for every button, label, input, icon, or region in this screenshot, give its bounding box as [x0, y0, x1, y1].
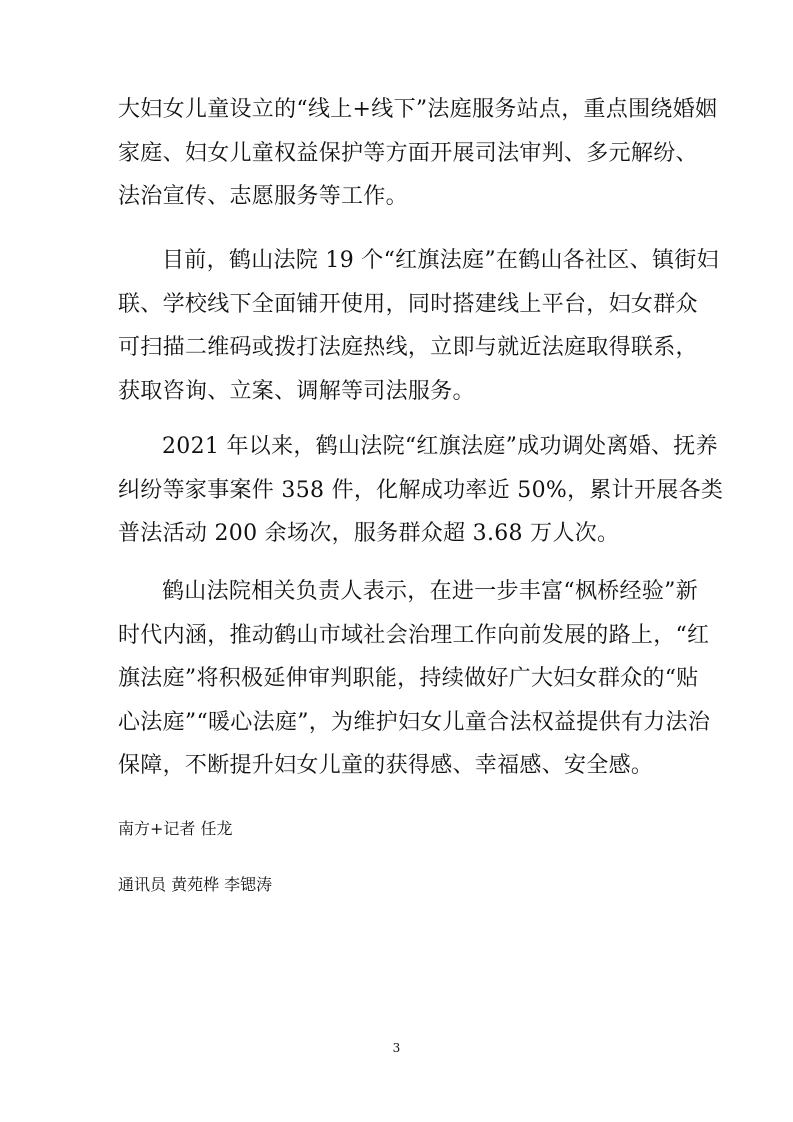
paragraph-1: [118, 88, 718, 219]
paragraph-3: [118, 425, 724, 556]
paragraph-line: 联、学校线下全面铺开使用，同时搭建线上平台，妇女群众: [118, 291, 698, 317]
paragraph-line: 普法活动 200 余场次，服务群众超 3.68 万人次。: [118, 521, 620, 546]
paragraph-line: 时代内涵，推动鹤山市域社会治理工作向前发展的路上，“红: [118, 622, 710, 648]
paragraph-line: 家庭、妇女儿童权益保护等方面开展司法审判、多元解纷、: [118, 140, 698, 166]
paragraph-line: 心法庭”“暖心法庭”，为维护妇女儿童合法权益提供有力法治: [118, 709, 711, 735]
paragraph-line: 获取咨询、立案、调解等司法服务。: [118, 378, 475, 404]
paragraph-line: 纠纷等家事案件 358 件，化解成功率近 50%，累计开展各类: [118, 477, 724, 503]
paragraph-4: [118, 570, 711, 788]
paragraph-line: 大妇女儿童设立的“线上+线下”法庭服务站点，重点围绕婚姻: [118, 97, 718, 122]
byline-correspondents: 通讯员 黄苑桦 李锶涛: [118, 875, 273, 894]
paragraph-line: 2021 年以来，鹤山法院“红旗法庭”成功调处离婚、抚养: [162, 434, 718, 459]
paragraph-line: 鹤山法院相关负责人表示，在进一步丰富“枫桥经验”新: [162, 579, 698, 604]
paragraph-2: [118, 239, 719, 413]
paragraph-line: 旗法庭”将积极延伸审判职能，持续做好广大妇女群众的“贴: [118, 666, 699, 691]
paragraph-line: 目前，鹤山法院 19 个“红旗法庭”在鹤山各社区、镇街妇: [162, 248, 719, 273]
paragraph-line: 保障，不断提升妇女儿童的获得感、幸福感、安全感。: [118, 753, 654, 778]
page-number: 3: [392, 1041, 401, 1055]
paragraph-line: 法治宣传、志愿服务等工作。: [118, 184, 408, 209]
byline-reporter: 南方+记者 任龙: [118, 819, 233, 838]
paragraph-line: 可扫描二维码或拨打法庭热线，立即与就近法庭取得联系，: [118, 335, 698, 360]
